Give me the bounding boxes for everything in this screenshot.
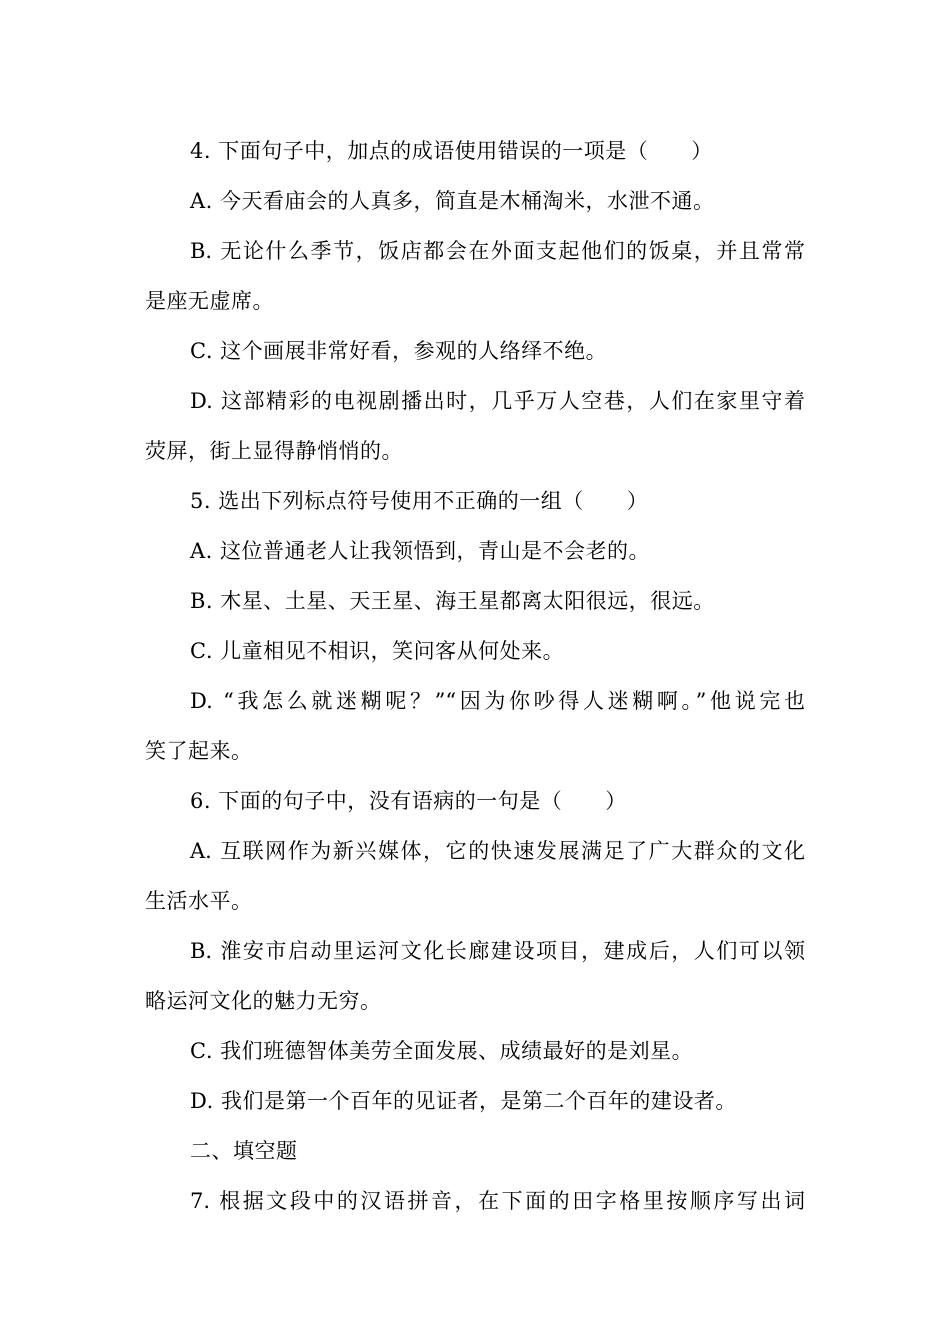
question-6-option-a-line-2: 生活水平。 — [145, 889, 253, 913]
question-4-option-d-line-1: D. 这部精彩的电视剧播出时，几乎万人空巷，人们在家里守着 — [190, 389, 805, 413]
question-5-option-c: C. 儿童相见不相识，笑问客从何处来。 — [190, 639, 565, 663]
question-5-option-d-line-2: 笑了起来。 — [145, 739, 253, 763]
question-4-option-a: A. 今天看庙会的人真多，简直是木桶淘米，水泄不通。 — [190, 189, 715, 213]
question-5-option-d-line-1: D. “我怎么就迷糊呢？”“因为你吵得人迷糊啊。”他说完也 — [190, 689, 805, 713]
question-6-option-b-line-1: B. 淮安市启动里运河文化长廊建设项目，建成后，人们可以领 — [190, 939, 805, 963]
question-4-stem: 4. 下面句子中，加点的成语使用错误的一项是（ ） — [190, 139, 713, 163]
question-6-stem: 6. 下面的句子中，没有语病的一句是（ ） — [190, 789, 627, 813]
question-4-option-b-line-1: B. 无论什么季节，饭店都会在外面支起他们的饭桌，并且常常 — [190, 239, 805, 263]
question-4-option-c: C. 这个画展非常好看，参观的人络绎不绝。 — [190, 339, 608, 363]
question-6-option-d: D. 我们是第一个百年的见证者，是第二个百年的建设者。 — [190, 1089, 737, 1113]
question-4-option-b-line-2: 是座无虚席。 — [145, 289, 274, 313]
section-heading-fill-in: 二、填空题 — [190, 1139, 298, 1163]
question-4-option-d-line-2: 荧屏，街上显得静悄悄的。 — [145, 439, 403, 463]
question-6-option-b-line-2: 略运河文化的魅力无穷。 — [145, 989, 382, 1013]
question-5-option-b: B. 木星、土星、天王星、海王星都离太阳很远，很远。 — [190, 589, 715, 613]
question-6-option-c: C. 我们班德智体美劳全面发展、成绩最好的是刘星。 — [190, 1039, 694, 1063]
question-5-option-a: A. 这位普通老人让我领悟到，青山是不会老的。 — [190, 539, 651, 563]
question-6-option-a-line-1: A. 互联网作为新兴媒体，它的快速发展满足了广大群众的文化 — [190, 839, 805, 863]
question-5-stem: 5. 选出下列标点符号使用不正确的一组（ ） — [190, 489, 649, 513]
question-7-stem-line-1: 7. 根据文段中的汉语拼音，在下面的田字格里按顺序写出词 — [190, 1189, 805, 1213]
